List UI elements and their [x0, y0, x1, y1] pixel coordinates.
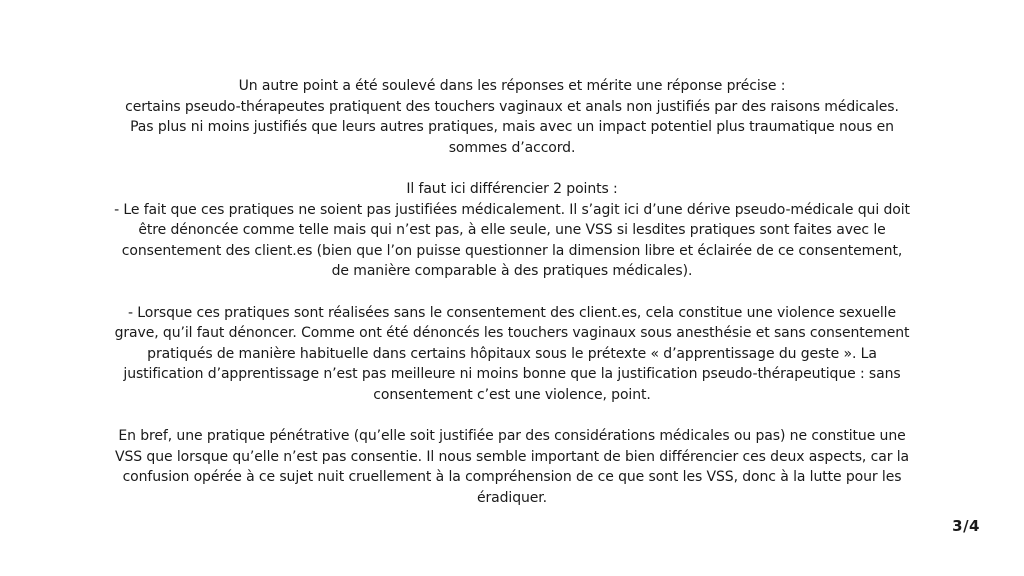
text-line: justification d’apprentissage n’est pas meilleure ni moins bonne que la justification pseudo-thérapeutique : sans [123, 366, 901, 383]
slide-body-text [40, 76, 984, 508]
text-line: grave, qu’il faut dénoncer. Comme ont été dénoncés les touchers vaginaux sous anesthésie et sans consentement [114, 325, 910, 342]
paragraph-consent [40, 303, 984, 406]
text-line: En bref, une pratique pénétrative (qu’elle soit justifiée par des considérations médicales ou pas) ne constitue une [118, 428, 906, 445]
text-line: VSS que lorsque qu’elle n’est pas consentie. Il nous semble important de bien différencier ces deux aspects, car la [115, 448, 909, 465]
text-line: sommes d’accord. [448, 139, 576, 156]
text-line: - Lorsque ces pratiques sont réalisées sans le consentement des client.es, cela constitue une violence sexuelle [128, 304, 896, 321]
text-line: - Le fait que ces pratiques ne soient pas justifiées médicalement. Il s’agit ici d’une dérive pseudo-médicale qui doit [114, 201, 910, 218]
paragraph-intro [40, 76, 984, 158]
text-line: consentement des client.es (bien que l’on puisse questionner la dimension libre et éclairée de ce consentement, [121, 242, 903, 259]
text-line: consentement c’est une violence, point. [373, 386, 651, 403]
page-number: 3/4 [952, 517, 980, 535]
text-line: pratiqués de manière habituelle dans certains hôpitaux sous le prétexte « d’apprentissage du geste ». La [147, 345, 877, 362]
text-line: éradiquer. [476, 489, 548, 506]
text-line: Pas plus ni moins justifiés que leurs autres pratiques, mais avec un impact potentiel plus traumatique nous en [130, 119, 894, 136]
text-line: Il faut ici différencier 2 points : [406, 180, 618, 197]
text-line: de manière comparable à des pratiques médicales). [331, 263, 693, 280]
text-line: être dénoncée comme telle mais qui n’est pas, à elle seule, une VSS si lesdites pratiques sont faites avec le [138, 222, 886, 239]
text-line: certains pseudo-thérapeutes pratiquent des touchers vaginaux et anals non justifiés par des raisons médicales. [125, 98, 899, 115]
paragraph-conclusion [40, 426, 984, 508]
paragraph-two-points [40, 179, 984, 282]
text-line: Un autre point a été soulevé dans les réponses et mérite une réponse précise : [238, 78, 786, 94]
text-line: confusion opérée à ce sujet nuit cruellement à la compréhension de ce que sont les VSS, donc à la lutte pour les [122, 469, 902, 486]
